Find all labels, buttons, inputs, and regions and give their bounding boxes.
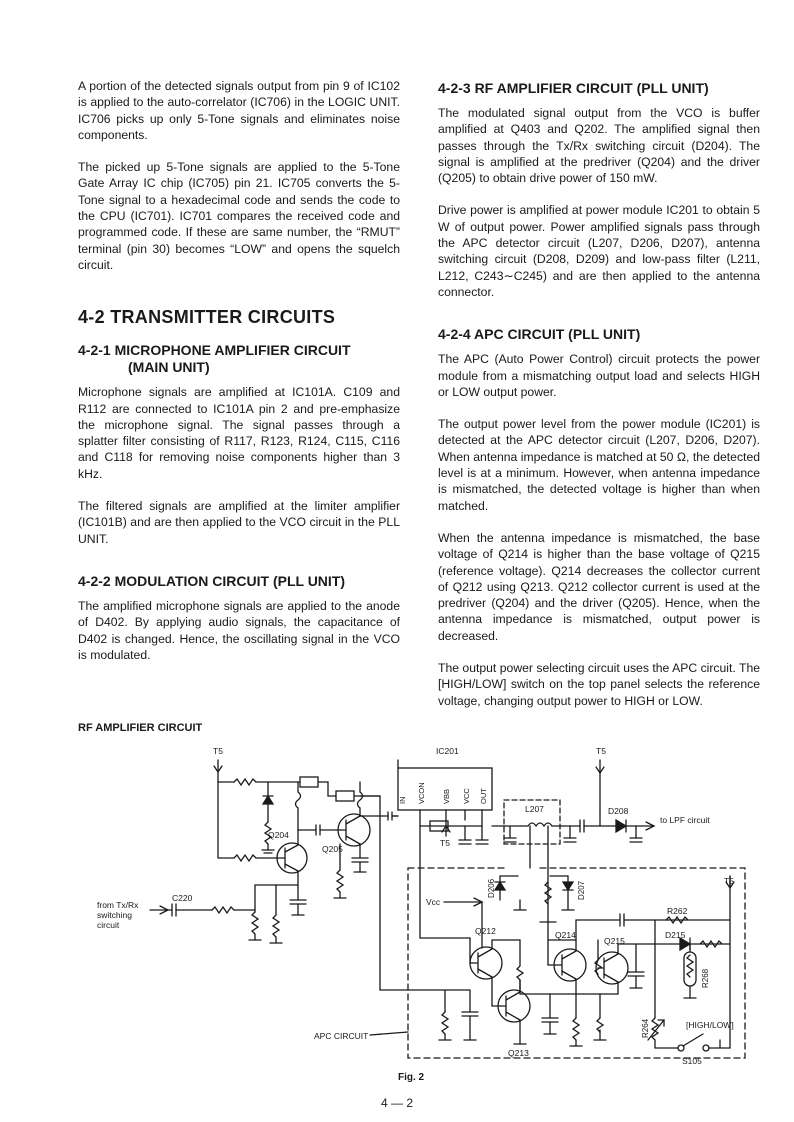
label-r262: R262	[667, 906, 688, 916]
label-from-txrx: from Tx/Rx	[97, 900, 139, 910]
paragraph: A portion of the detected signals output from pin 9 of IC102 is applied to the auto-correlator (IC706) in the LOGIC UNIT. IC706 picks up only 5-Tone signals and eliminates noise components.	[78, 79, 400, 142]
label-high-low: [HIGH/LOW]	[686, 1020, 734, 1030]
label-d208: D208	[608, 806, 629, 816]
subsection-heading-4-2-4: 4-2-4 APC CIRCUIT (PLL UNIT)	[438, 326, 641, 343]
label-d215: D215	[665, 930, 686, 940]
pin-label: OUT	[479, 788, 488, 804]
subsection-heading-4-2-3: 4-2-3 RF AMPLIFIER CIRCUIT (PLL UNIT)	[438, 80, 709, 96]
label-q215: Q215	[604, 936, 625, 946]
pin-label: VCC	[462, 788, 471, 804]
pin-label: IN	[398, 796, 407, 804]
label-to-lpf: to LPF circuit	[660, 815, 710, 825]
pin-label: VCON	[417, 782, 426, 804]
page-number: 4 — 2	[380, 1096, 413, 1110]
paragraph: When the antenna impedance is mismatched, the base voltage of Q214 is higher than the base voltage of Q215 (reference voltage). Q214 decreases the collector current of Q212 using Q213. Q212 collector current is used at the predriver (Q204) and the driver (Q205). Hence, when the antenna impedance is mismatched, output power is decreased.	[438, 530, 760, 643]
paragraph: The picked up 5-Tone signals are applied to the 5-Tone Gate Array IC chip (IC705) pin 21. IC705 converts the 5-Tone signal to a hexadecimal code and sends the code to the CPU (IC701). IC701 compares the received code and programmed code. If these are same number, the “RMUT” terminal (pin 30) becomes “LOW” and opens the squelch circuit.	[78, 160, 400, 272]
paragraph: Microphone signals are amplified at IC101A. C109 and R112 are connected to IC101A pin 2 and pre-emphasize the microphone signal. The signal passes through a splatter filter consisting of R117, R123, R124, C115, C116 and C118 for removing noise components higher than 3 kHz.	[78, 385, 400, 481]
label-q204: Q204	[268, 830, 289, 840]
heading-line: 4-2-1 MICROPHONE AMPLIFIER CIRCUIT	[78, 342, 351, 359]
label-from-txrx: circuit	[97, 920, 120, 930]
paragraph: Drive power is amplified at power module IC201 to obtain 5 W of output power. Power amplified signals pass through the APC detector circuit (L207, D206, D207), antenna switching circuit (D208, D209) and low-pass filter (L211, L212, C243∼C245) and are then applied to the antenna connector.	[438, 203, 760, 299]
paragraph: The output power level from the power module (IC201) is detected at the APC detector circuit (L207, D206, D207). When antenna impedance is matched at 50 Ω, the detected level is at a minimum. However, when antenna impedance is mismatched, the detected voltage is higher than when matched.	[438, 417, 760, 513]
label-ic201: IC201	[436, 746, 459, 756]
label-apc-circuit: APC CIRCUIT	[314, 1031, 369, 1041]
label-q205: Q205	[322, 844, 343, 854]
figure-caption: RF AMPLIFIER CIRCUIT	[78, 722, 203, 734]
label-t5: T5	[596, 746, 606, 756]
figure-label: Fig. 2	[398, 1072, 425, 1083]
label-q214: Q214	[555, 930, 576, 940]
label-from-txrx: switching	[97, 910, 132, 920]
label-c220: C220	[172, 893, 193, 903]
label-q213: Q213	[508, 1048, 529, 1058]
pin-label: VBB	[442, 788, 451, 804]
label-t5: T5	[440, 838, 450, 848]
subsection-heading-4-2-2: 4-2-2 MODULATION CIRCUIT (PLL UNIT)	[78, 572, 346, 589]
label-t5: T5	[724, 876, 734, 886]
label-d206: D206	[487, 878, 496, 898]
label-d207: D207	[577, 880, 586, 900]
paragraph: The APC (Auto Power Control) circuit protects the power module from a mismatching output load and selects HIGH or LOW output power.	[438, 352, 760, 399]
label-t5: T5	[213, 746, 223, 756]
label-s105: S105	[682, 1056, 702, 1066]
paragraph: The amplified microphone signals are applied to the anode of D402. By applying audio signals, the capacitance of D402 is changed. Hence, the oscillating signal in the VCO is modulated.	[78, 598, 400, 662]
label-r268: R268	[701, 968, 710, 988]
paragraph: The output power selecting circuit uses the APC circuit. The [HIGH/LOW] switch on the top panel selects the reference voltage, changing output power to HIGH or LOW.	[438, 661, 760, 708]
section-heading: 4-2 TRANSMITTER CIRCUITS	[78, 307, 336, 328]
paragraph: The filtered signals are amplified at the limiter amplifier (IC101B) and are then applied to the VCO circuit in the PLL UNIT.	[78, 499, 400, 546]
heading-line: (MAIN UNIT)	[128, 359, 210, 376]
label-l207: L207	[525, 804, 544, 814]
paragraph: The modulated signal output from the VCO is buffer amplified at Q403 and Q202. The amplified signal then passes through the Tx/Rx switching circuit (D204). The signal is amplified at the predriver (Q204) and the driver (Q205) to obtain drive power of 150 mW.	[438, 106, 760, 186]
label-r264: R264	[641, 1018, 650, 1038]
label-q212: Q212	[475, 926, 496, 936]
label-vcc: Vcc	[426, 897, 441, 907]
